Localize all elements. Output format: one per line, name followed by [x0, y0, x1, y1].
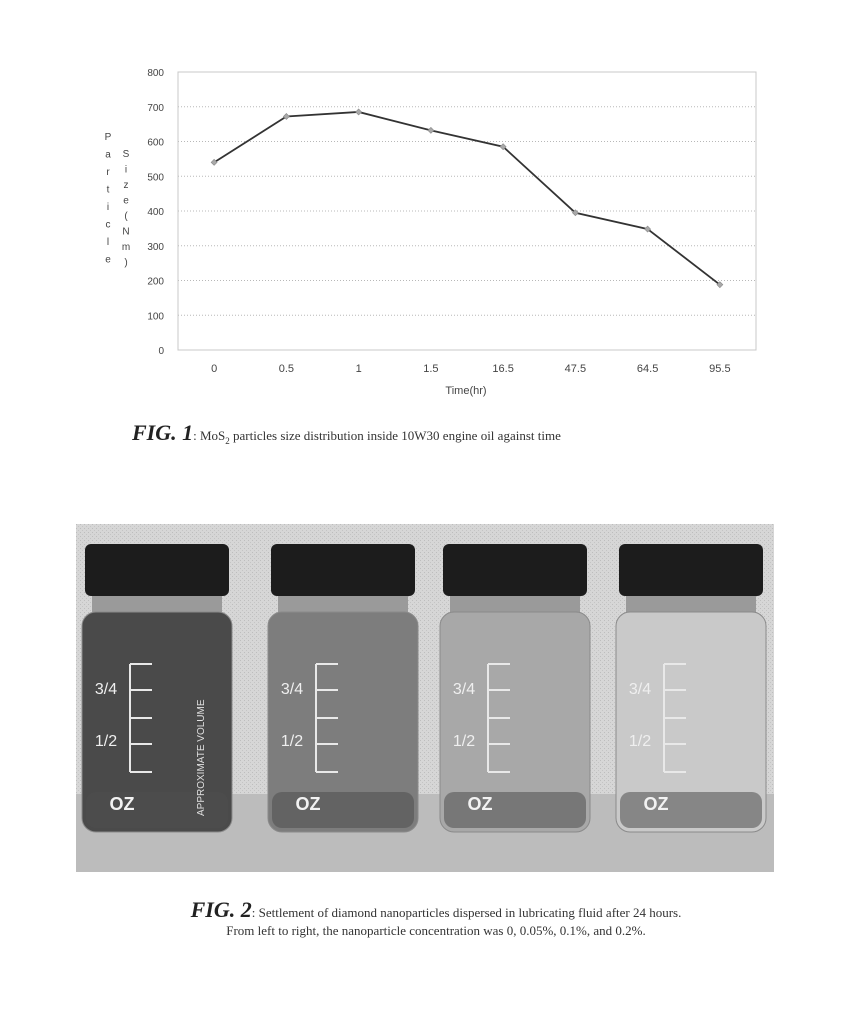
figure-2-label: FIG. 2	[190, 897, 252, 922]
jar-label-three-quarter: 3/4	[280, 681, 304, 698]
y-label-left-char: e	[105, 254, 111, 266]
y-label-left-char: c	[105, 219, 111, 231]
jar-label-half: 1/2	[280, 733, 304, 750]
jar-neck	[450, 596, 580, 614]
jar-label-half: 1/2	[94, 733, 118, 750]
jar-sediment	[272, 792, 414, 828]
jar-label-oz: OZ	[109, 794, 135, 814]
particle-size-chart	[0, 0, 844, 410]
y-label-left-char: t	[106, 184, 110, 196]
y-tick-label: 600	[147, 137, 164, 149]
jar-label-three-quarter: 3/4	[452, 681, 476, 698]
jar-lid	[619, 544, 763, 596]
y-label-right-char: i	[124, 164, 128, 176]
x-tick-label: 16.5	[492, 363, 514, 375]
jar-label-oz: OZ	[295, 794, 321, 814]
y-axis-label-right	[122, 149, 130, 269]
y-label-right-char: N	[122, 226, 130, 238]
jar	[440, 544, 590, 832]
series-line-path	[214, 112, 720, 285]
y-label-right-char: (	[124, 211, 128, 222]
jar-neck	[278, 596, 408, 614]
jar-sediment	[444, 792, 586, 828]
jar	[82, 544, 232, 832]
y-label-right-char: S	[122, 149, 130, 160]
figure-1-text-suffix: particles size distribution inside 10W30 engine oil against time	[229, 428, 561, 443]
data-point	[356, 109, 362, 115]
figure-1-text-subscript: 2	[225, 436, 230, 447]
x-tick-label: 1	[355, 363, 362, 375]
y-tick-label: 400	[147, 207, 164, 218]
x-tick-label: 0	[211, 363, 218, 375]
x-tick-label: 47.5	[564, 363, 587, 375]
y-label-left-char: r	[106, 167, 110, 178]
jar-sediment	[620, 792, 762, 828]
jar-label-three-quarter: 3/4	[628, 681, 652, 698]
jars-photograph	[76, 524, 774, 872]
y-label-left-char: P	[104, 132, 112, 143]
jar-label-three-quarter: 3/4	[94, 681, 118, 698]
jar-lid	[85, 544, 229, 596]
y-label-left-char: l	[106, 237, 110, 248]
x-axis-label: Time(hr)	[445, 385, 487, 397]
y-label-left-char: a	[105, 149, 111, 161]
y-label-right-char: e	[123, 195, 129, 207]
jar-label-half: 1/2	[628, 733, 652, 750]
series-line	[211, 109, 723, 288]
jar-label-volume: APPROXIMATE VOLUME	[196, 699, 207, 816]
figure-2-caption	[86, 897, 786, 939]
y-tick-label: 800	[147, 68, 164, 79]
y-tick-label: 500	[147, 172, 164, 184]
figure-1-label: FIG. 1	[132, 420, 194, 445]
x-tick-label: 1.5	[423, 363, 439, 375]
y-label-right-char: )	[124, 257, 128, 269]
figure-1-text-prefix: : MoS	[193, 428, 226, 443]
y-label-right-char: z	[123, 180, 129, 191]
y-label-right-char: m	[121, 242, 131, 253]
jar	[268, 544, 418, 832]
figure-2-text-line2: From left to right, the nanoparticle concentration was 0, 0.05%, 0.1%, and 0.2%.	[226, 923, 646, 938]
x-axis-ticks	[211, 363, 731, 375]
y-axis-label-left	[105, 132, 112, 266]
y-tick-label: 100	[147, 311, 164, 323]
jar-neck	[626, 596, 756, 614]
x-tick-label: 0.5	[278, 363, 295, 375]
y-tick-label: 0	[158, 346, 164, 357]
jar-label-half: 1/2	[452, 733, 476, 750]
jar-label-oz: OZ	[643, 794, 669, 814]
jar	[616, 544, 766, 832]
y-tick-label: 700	[147, 102, 164, 114]
x-tick-label: 64.5	[636, 363, 659, 375]
jar-neck	[92, 596, 222, 614]
y-axis-ticks	[147, 68, 164, 357]
y-label-left-char: i	[106, 202, 110, 213]
x-tick-label: 95.5	[709, 363, 731, 375]
figure-1-caption	[132, 420, 561, 446]
y-tick-label: 300	[147, 241, 164, 253]
data-point	[428, 127, 434, 133]
chart-grid	[178, 72, 756, 350]
jar-lid	[443, 544, 587, 596]
y-tick-label: 200	[147, 276, 164, 288]
figure-2-text-line1: : Settlement of diamond nanoparticles dispersed in lubricating fluid after 24 hours.	[251, 905, 682, 920]
jar-lid	[271, 544, 415, 596]
jar-label-oz: OZ	[467, 794, 493, 814]
